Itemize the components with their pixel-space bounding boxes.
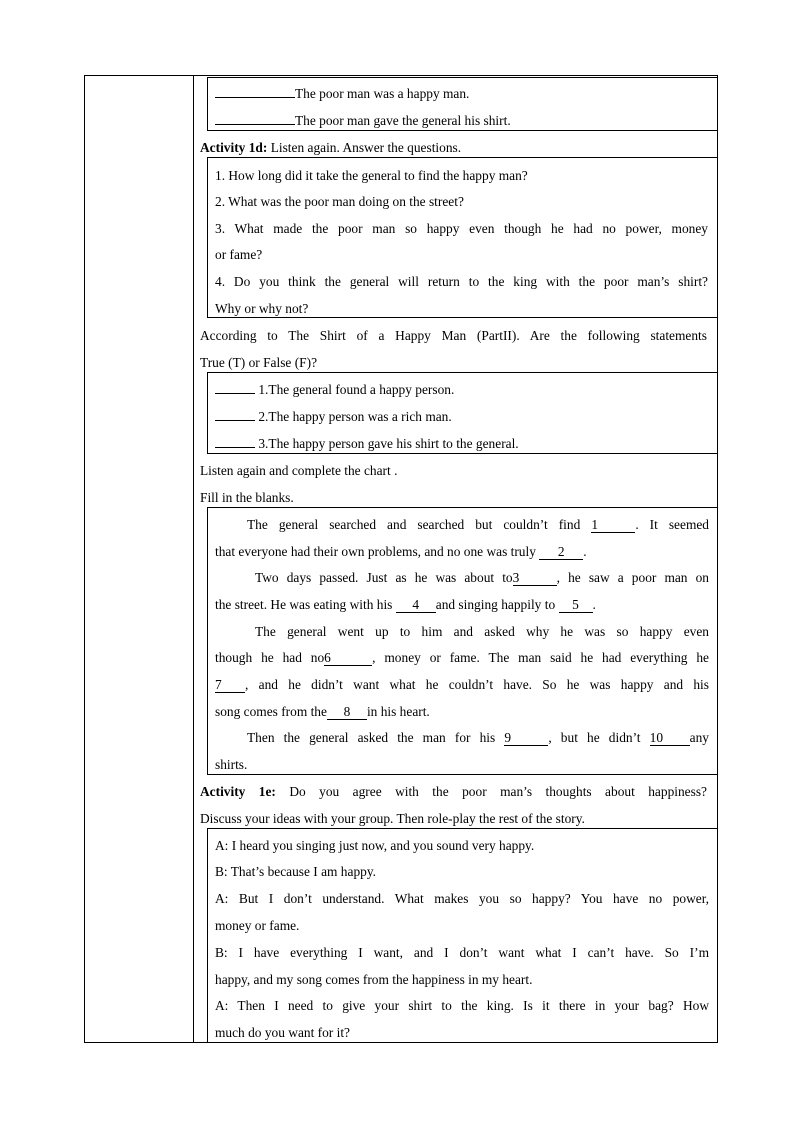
tf-intro-cont: True (T) or False (F)? bbox=[200, 355, 318, 370]
dialogue-line-5: A: Then I need to give your shirt to the king. Is it there in your bag? How bbox=[215, 998, 709, 1013]
dialogue-line-5-cont: much do you want for it? bbox=[215, 1025, 350, 1040]
paragraph-4-line-2: shirts. bbox=[215, 757, 248, 772]
activity-1d-heading: Activity 1d: Listen again. Answer the questions. bbox=[200, 140, 462, 155]
tf-blank[interactable] bbox=[215, 447, 255, 448]
fill-heading: Fill in the blanks. bbox=[200, 490, 294, 505]
dialogue-line-4-cont: happy, and my song comes from the happiness in my heart. bbox=[215, 972, 533, 987]
blank-5[interactable]: 5 bbox=[559, 598, 593, 613]
blank-6[interactable]: 6 bbox=[324, 651, 372, 666]
question-4-cont: Why or why not? bbox=[215, 301, 309, 316]
question-3-cont: or fame? bbox=[215, 247, 263, 262]
question-4: 4. Do you think the general will return to the king with the poor man’s shirt? bbox=[215, 274, 708, 289]
blank-4[interactable]: 4 bbox=[396, 598, 436, 613]
activity-1e-instruction: Discuss your ideas with your group. Then role-play the rest of the story. bbox=[200, 811, 585, 826]
blank-7[interactable]: 7 bbox=[215, 678, 245, 693]
blank-2[interactable]: 2 bbox=[539, 545, 583, 560]
tf-statement-1: 1.The general found a happy person. bbox=[215, 382, 454, 398]
paragraph-3-line-4: song comes from the 8 in his heart. bbox=[215, 704, 430, 719]
paragraph-2-line-2: the street. He was eating with his 4 and singing happily to 5 . bbox=[215, 597, 596, 612]
tf-statement-2: 2.The happy person was a rich man. bbox=[215, 409, 452, 425]
blank-10[interactable]: 10 bbox=[650, 731, 690, 746]
dialogue-line-2: B: That’s because I am happy. bbox=[215, 864, 377, 879]
dialogue-line-3-cont: money or fame. bbox=[215, 918, 300, 933]
dialogue-line-4: B: I have everything I want, and I don’t want what I can’t have. So I’m bbox=[215, 945, 709, 960]
statement-line-2: The poor man gave the general his shirt. bbox=[215, 113, 511, 129]
tf-blank[interactable] bbox=[215, 393, 255, 394]
listen-instruction: Listen again and complete the chart . bbox=[200, 463, 398, 478]
tf-statement-3: 3.The happy person gave his shirt to the general. bbox=[215, 436, 519, 452]
dialogue-line-3: A: But I don’t understand. What makes you so happy? You have no power, bbox=[215, 891, 709, 906]
paragraph-3-line-1: The general went up to him and asked why he was so happy even bbox=[255, 624, 709, 639]
tf-blank[interactable] bbox=[215, 420, 255, 421]
paragraph-3-line-2: though he had no6 , money or fame. The man said he had everything he bbox=[215, 650, 709, 665]
blank-1[interactable]: 1 bbox=[591, 518, 635, 533]
paragraph-4-line-1: Then the general asked the man for his 9 , but he didn’t 10 any bbox=[247, 730, 709, 745]
answer-blank[interactable] bbox=[215, 124, 295, 125]
blank-9[interactable]: 9 bbox=[504, 731, 548, 746]
table-column-divider bbox=[193, 75, 194, 1043]
paragraph-1-line-2: that everyone had their own problems, and no one was truly 2 . bbox=[215, 544, 587, 559]
answer-blank[interactable] bbox=[215, 97, 295, 98]
blank-3[interactable]: 3 bbox=[513, 571, 557, 586]
dialogue-line-1: A: I heard you singing just now, and you sound very happy. bbox=[215, 838, 535, 853]
paragraph-1-line-1: The general searched and searched but couldn’t find 1 . It seemed bbox=[247, 517, 709, 532]
paragraph-3-line-3: 7 , and he didn’t want what he couldn’t have. So he was happy and his bbox=[215, 677, 709, 692]
question-2: 2. What was the poor man doing on the street? bbox=[215, 194, 464, 209]
question-1: 1. How long did it take the general to find the happy man? bbox=[215, 168, 528, 183]
statement-line-1: The poor man was a happy man. bbox=[215, 86, 469, 102]
activity-1e-heading: Activity 1e: Do you agree with the poor man’s thoughts about happiness? bbox=[200, 784, 707, 799]
tf-intro: According to The Shirt of a Happy Man (PartII). Are the following statements bbox=[200, 328, 707, 343]
question-3: 3. What made the poor man so happy even though he had no power, money bbox=[215, 221, 708, 236]
table-left-border bbox=[84, 75, 85, 1043]
table-top-border bbox=[84, 75, 718, 76]
blank-8[interactable]: 8 bbox=[327, 705, 367, 720]
paragraph-2-line-1: Two days passed. Just as he was about to3 , he saw a poor man on bbox=[255, 570, 709, 585]
